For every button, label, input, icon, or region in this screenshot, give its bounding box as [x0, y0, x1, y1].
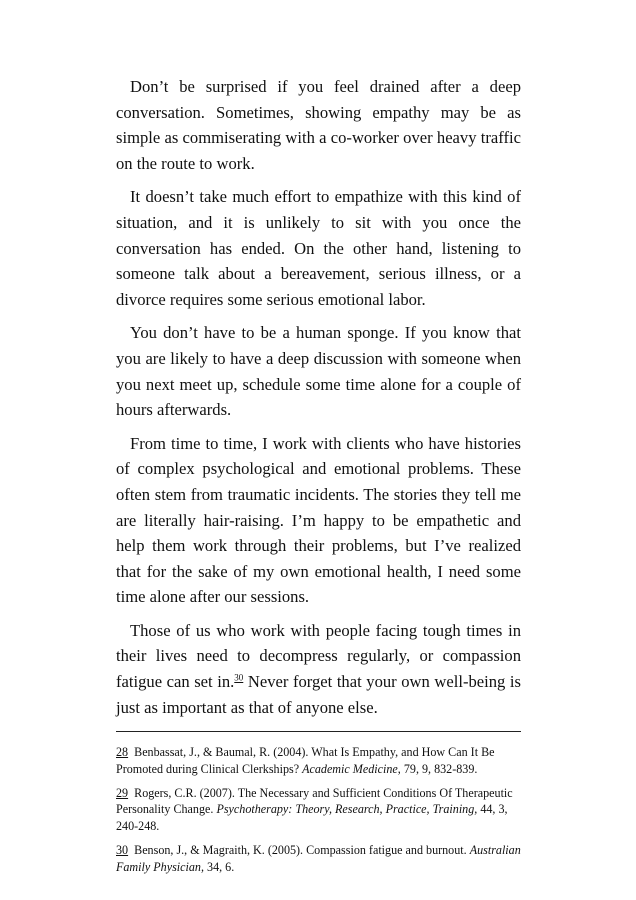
footnote-journal: Academic Medicine [302, 761, 398, 776]
body-paragraph-5 [116, 618, 521, 720]
body-paragraph-4: From time to time, I work with clients who have histories of complex psychological and emotional problems. These often stem from traumatic incidents. The stories they tell me are literally hair-raising. I’m happy to be empathetic and help them work through their problems, but I’ve realized that for the sake of my own emotional health, I need some time alone after our sessions. [116, 433, 521, 607]
footnote-number: 29 [116, 786, 129, 801]
document-page [116, 74, 521, 883]
footnote-number: 30 [116, 843, 129, 858]
footnote-text: Benson, J., & Magraith, K. (2005). Compassion fatigue and burnout. [134, 843, 470, 858]
footnote-number: 28 [116, 745, 129, 760]
body-paragraph-2: It doesn’t take much effort to empathize with this kind of situation, and it is unlikely to sit with you once the conversation has ended. On the other hand, listening to someone talk about a bereavement, serious illness, or a divorce requires some serious emotional labor. [116, 187, 521, 309]
footnote-29 [116, 785, 521, 834]
footnote-divider [116, 731, 521, 732]
footnote-tail: 34, 6. [204, 859, 235, 874]
body-paragraph-5-end: Never forget that your own well-being is just as important as that of anyone else. [116, 672, 521, 717]
body-paragraph-1: Don’t be surprised if you feel drained after a deep conversation. Sometimes, showing empathy may be as simple as commiserating with a co-worker over heavy traffic on the route to work. [116, 77, 521, 173]
body-paragraph-5-start: Those of us who work with people facing tough times in their lives need to decompress regularly, or compassion fatigue can set in. [116, 620, 521, 692]
footnote-28 [116, 744, 521, 777]
footnote-30 [116, 842, 521, 875]
footnote-reference-30[interactable]: 30 [234, 672, 244, 683]
footnote-journal: Australian Family Physician, [116, 843, 521, 874]
footnote-tail: , 79, 9, 832-839. [397, 761, 478, 776]
footnote-journal: Psychotherapy: Theory, Research, Practice, Training, [216, 802, 478, 817]
footnote-text: Rogers, C.R. (2007). The Necessary and Sufficient Conditions Of Therapeutic Personality Change. [116, 786, 513, 817]
footnote-tail: 44, 3, 240-248. [116, 802, 508, 833]
body-paragraph-3: You don’t have to be a human sponge. If you know that you are likely to have a deep discussion with someone when you next meet up, schedule some time alone for a couple of hours afterwards. [116, 323, 521, 420]
footnote-text: Benbassat, J., & Baumal, R. (2004). What Is Empathy, and How Can It Be Promoted during Clinical Clerkships? [116, 745, 495, 776]
